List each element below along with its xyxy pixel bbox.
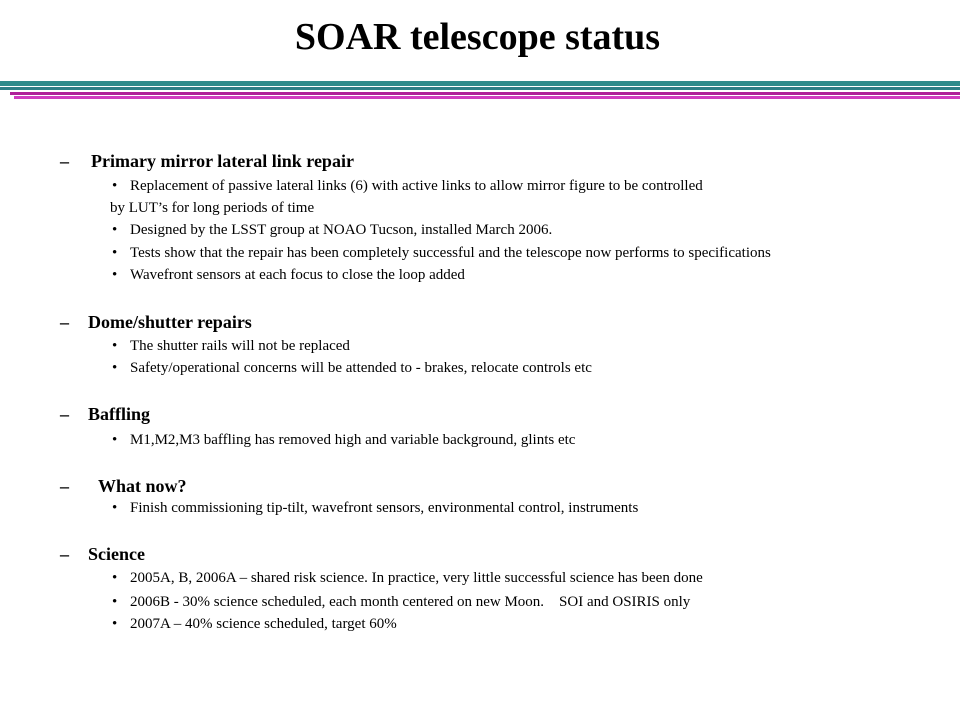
- section-heading-what-now: [60, 475, 187, 497]
- section-heading-primary-mirror: [60, 150, 354, 172]
- list-item: [112, 265, 465, 285]
- section-heading-text: Science: [88, 544, 145, 564]
- bullet-marker: •: [112, 338, 118, 354]
- title-divider-magenta-light: [14, 96, 960, 99]
- section-heading-science: [60, 543, 145, 565]
- bullet-marker: •: [112, 432, 118, 448]
- section-heading-baffling: [60, 403, 150, 425]
- list-item: [112, 614, 397, 634]
- list-item-text: Finish commissioning tip-tilt, wavefront sensors, environmental control, instruments: [130, 500, 639, 516]
- list-item-text: Designed by the LSST group at NOAO Tucson, installed March 2006.: [130, 222, 553, 238]
- list-item: [112, 243, 771, 263]
- list-item: [112, 358, 592, 378]
- title-divider-teal: [0, 81, 960, 86]
- section-heading-dome-shutter: [60, 311, 252, 333]
- dash-marker: –: [60, 476, 69, 496]
- list-item: [112, 568, 703, 588]
- list-item-text: Safety/operational concerns will be attended to - brakes, relocate controls etc: [130, 360, 592, 376]
- section-heading-text: Dome/shutter repairs: [88, 312, 252, 332]
- dash-marker: –: [60, 151, 69, 171]
- bullet-marker: •: [112, 570, 118, 586]
- slide-title: SOAR telescope status: [294, 16, 661, 58]
- bullet-marker: •: [112, 178, 118, 194]
- dash-marker: –: [60, 312, 69, 332]
- bullet-marker: •: [112, 360, 118, 376]
- list-item-text: Wavefront sensors at each focus to close the loop added: [130, 267, 465, 283]
- list-item: [112, 430, 575, 450]
- bullet-marker: •: [112, 222, 118, 238]
- list-item-text: 2006B - 30% science scheduled, each month centered on new Moon. SOI and OSIRIS only: [130, 594, 691, 610]
- list-item-continuation: by LUT’s for long periods of time: [110, 200, 315, 216]
- list-item: [112, 336, 350, 356]
- list-item-text: Tests show that the repair has been completely successful and the telescope now performs to specifications: [130, 245, 771, 261]
- bullet-marker: •: [112, 267, 118, 283]
- section-heading-text: Baffling: [88, 404, 151, 424]
- bullet-marker: •: [112, 616, 118, 632]
- list-item: [112, 498, 638, 518]
- list-item-text: 2007A – 40% science scheduled, target 60%: [130, 616, 397, 632]
- list-item-text: Replacement of passive lateral links (6) with active links to allow mirror figure to be controlled: [130, 178, 703, 194]
- list-item: [112, 176, 703, 196]
- title-divider-teal-thin: [0, 87, 960, 90]
- dash-marker: –: [60, 544, 69, 564]
- title-divider-magenta: [10, 92, 960, 95]
- bullet-marker: •: [112, 594, 118, 610]
- list-item-text: The shutter rails will not be replaced: [130, 338, 350, 354]
- dash-marker: –: [60, 404, 69, 424]
- list-item-text: 2005A, B, 2006A – shared risk science. In practice, very little successful science has been done: [130, 570, 703, 586]
- bullet-marker: •: [112, 500, 118, 516]
- section-heading-text: What now?: [98, 476, 187, 496]
- section-heading-text: Primary mirror lateral link repair: [91, 151, 354, 171]
- list-item: [112, 220, 552, 240]
- bullet-marker: •: [112, 245, 118, 261]
- list-item: [112, 592, 690, 612]
- list-item-text: M1,M2,M3 baffling has removed high and variable background, glints etc: [130, 432, 576, 448]
